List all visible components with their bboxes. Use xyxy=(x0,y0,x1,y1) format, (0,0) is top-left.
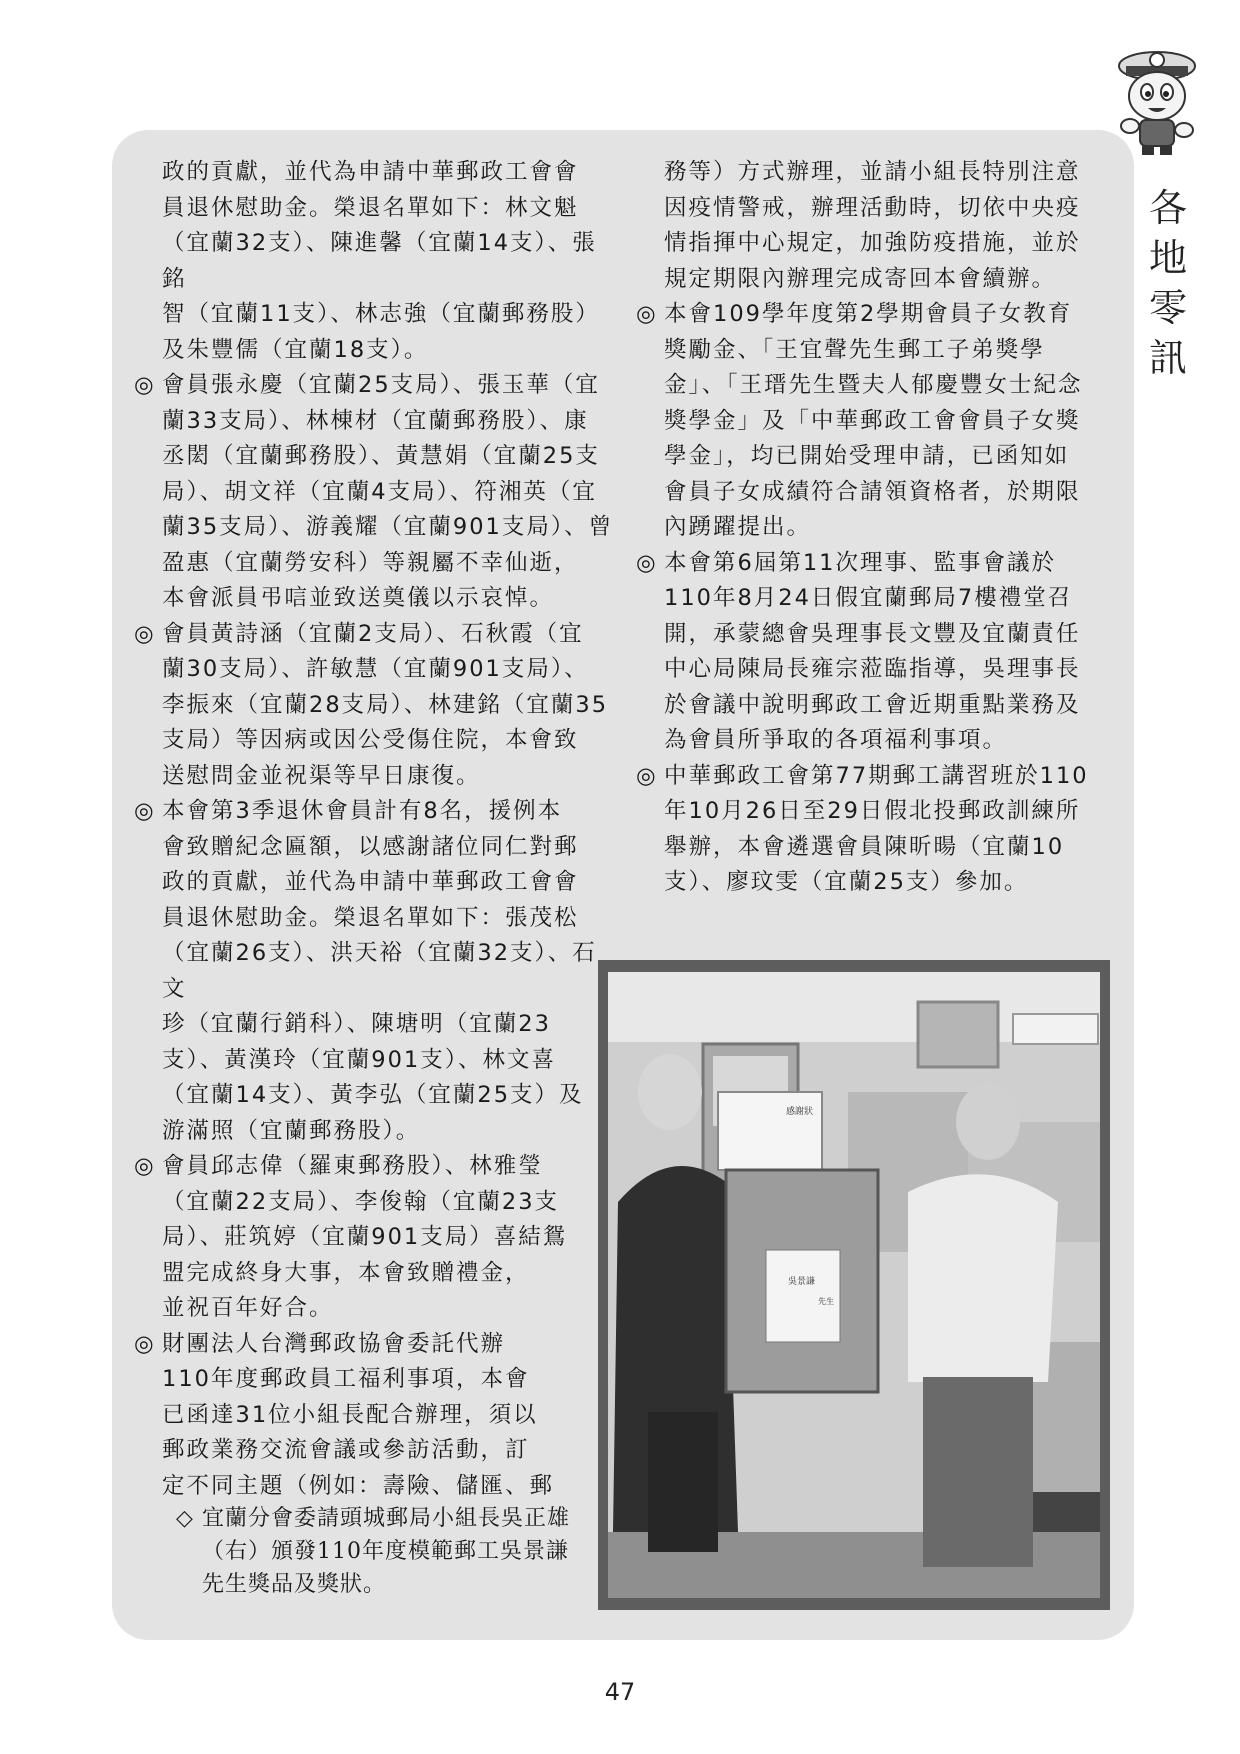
text-line: 智（宜蘭11支）、林志強（宜蘭郵務股） xyxy=(162,301,600,327)
bullet-icon: ◎ xyxy=(636,301,658,327)
text-line: 局）、胡文祥（宜蘭4支局）、符湘英（宜 xyxy=(162,478,597,505)
certificate-name: 吳景謙 xyxy=(788,1277,816,1287)
text-line: （宜蘭14支）、黃李弘（宜蘭25支）及 xyxy=(162,1082,584,1108)
section-title xyxy=(1138,183,1198,383)
text-line: 規定期限內辦理完成寄回本會續辦。 xyxy=(664,265,1057,292)
text-line: 及朱豐儒（宜蘭18支）。 xyxy=(162,336,429,363)
left-column xyxy=(134,155,614,1504)
section-title-char: 地 xyxy=(1148,236,1187,280)
section-title-char: 訊 xyxy=(1148,336,1187,380)
text-line: 舉辦，本會遴選會員陳昕暘（宜蘭10 xyxy=(664,833,1065,860)
text-line: 獎學金」及「中華郵政工會會員子女獎 xyxy=(664,407,1081,434)
news-item xyxy=(636,546,1114,759)
text-line: 情指揮中心規定，加強防疫措施，並於 xyxy=(664,230,1081,256)
text-line: 金」、「王瑨先生暨夫人郁慶豐女士紀念 xyxy=(664,372,1083,398)
text-line: 於會議中說明郵政工會近期重點業務及 xyxy=(664,691,1081,718)
text-line: 本會派員弔唁並致送奠儀以示哀悼。 xyxy=(162,585,555,611)
bullet-icon: ◎ xyxy=(636,762,658,789)
text-line: 員退休慰助金。榮退名單如下：林文魁 xyxy=(162,194,579,221)
text-line: 110年8月24日假宜蘭郵局7樓禮堂召 xyxy=(664,585,1073,611)
text-line: 盟完成終身大事，本會致贈禮金， xyxy=(162,1259,530,1286)
news-item xyxy=(636,297,1114,546)
news-item xyxy=(134,617,614,795)
bullet-icon: ◎ xyxy=(134,798,156,824)
bullet-icon: ◎ xyxy=(134,372,156,398)
text-line: 郵政業務交流會議或參訪活動，訂 xyxy=(162,1437,530,1463)
text-line: 盈惠（宜蘭勞安科）等親屬不幸仙逝， xyxy=(162,549,579,576)
mascot-logo xyxy=(1112,44,1202,159)
text-line: 中華郵政工會第77期郵工講習班於110 xyxy=(664,762,1089,789)
text-line: 中心局陳局長雍宗蒞臨指導，吳理事長 xyxy=(664,656,1081,682)
caption-line: （右）頒發110年度模範郵工吳景謙 xyxy=(202,1539,569,1564)
text-line: 會致贈紀念匾額，以感謝諸位同仁對郵 xyxy=(162,833,579,860)
news-continuation xyxy=(636,155,1114,297)
text-line: 蘭30支局）、許敏慧（宜蘭901支局）、 xyxy=(162,656,589,682)
text-line: 蘭33支局）、林棟材（宜蘭郵務股）、康 xyxy=(162,407,589,434)
bullet-icon: ◎ xyxy=(134,1153,156,1179)
text-line: 本會第3季退休會員計有8名，援例本 xyxy=(162,798,563,824)
text-line: 獎勵金、「王宜聲先生郵工子弟獎學 xyxy=(664,336,1045,363)
caption-diamond-icon: ◇ xyxy=(176,1506,194,1531)
certificate-honorific: 先生 xyxy=(818,1297,834,1306)
text-line: 政的貢獻，並代為申請中華郵政工會會 xyxy=(162,159,579,185)
award-photo-illustration xyxy=(608,972,1100,1598)
certificate-title: 感謝狀 xyxy=(786,1107,814,1117)
section-title-char: 零 xyxy=(1148,286,1187,330)
caption-line: 先生獎品及獎狀。 xyxy=(202,1572,387,1597)
news-item xyxy=(134,1149,614,1327)
bullet-icon: ◎ xyxy=(134,1330,156,1357)
text-line: 務等）方式辦理，並請小組長特別注意 xyxy=(664,159,1081,185)
text-line: 會員張永慶（宜蘭25支局）、張玉華（宜 xyxy=(162,372,600,398)
award-photo xyxy=(608,972,1100,1598)
text-line: 開，承蒙總會吳理事長文豐及宜蘭責任 xyxy=(664,620,1081,647)
section-title-char: 各 xyxy=(1148,186,1187,230)
news-item xyxy=(134,368,614,617)
text-line: 支局）等因病或因公受傷住院，本會致 xyxy=(162,727,579,753)
text-line: 財團法人台灣郵政協會委託代辦 xyxy=(162,1330,506,1357)
caption-line: 宜蘭分會委請頭城郵局小組長吳正雄 xyxy=(202,1506,571,1531)
text-line: 政的貢獻，並代為申請中華郵政工會會 xyxy=(162,869,579,895)
news-item xyxy=(134,794,614,1149)
text-line: 支）、廖玟雯（宜蘭25支）參加。 xyxy=(664,869,1029,895)
text-line: 並祝百年好合。 xyxy=(162,1295,334,1321)
text-line: 丞閎（宜蘭郵務股）、黃慧娟（宜蘭25支 xyxy=(162,443,600,469)
text-line: 送慰問金並祝渠等早日康復。 xyxy=(162,762,481,789)
text-line: 游滿照（宜蘭郵務股）。 xyxy=(162,1117,421,1144)
news-item xyxy=(134,1327,614,1505)
text-line: 員退休慰助金。榮退名單如下：張茂松 xyxy=(162,904,579,931)
right-column xyxy=(636,155,1114,901)
text-line: 定不同主題（例如：壽險、儲匯、郵 xyxy=(162,1472,555,1499)
news-item xyxy=(636,759,1114,901)
text-line: （宜蘭26支）、洪天裕（宜蘭32支）、石文 xyxy=(162,940,597,1002)
text-line: 本會第6屆第11次理事、監事會議於 xyxy=(664,549,1056,576)
bullet-icon: ◎ xyxy=(636,549,658,576)
text-line: 本會109學年度第2學期會員子女教育 xyxy=(664,301,1073,327)
text-line: 李振來（宜蘭28支局）、林建銘（宜蘭35 xyxy=(162,691,609,718)
text-line: 因疫情警戒，辦理活動時，切依中央疫 xyxy=(664,194,1081,221)
text-line: 為會員所爭取的各項福利事項。 xyxy=(664,727,1008,753)
text-line: 110年度郵政員工福利事項，本會 xyxy=(162,1366,530,1392)
text-line: 年10月26日至29日假北投郵政訓練所 xyxy=(664,798,1081,824)
text-line: 局）、莊筑婷（宜蘭901支局）喜結鴛 xyxy=(162,1224,568,1250)
bullet-icon: ◎ xyxy=(134,620,156,647)
news-continuation xyxy=(134,155,614,368)
text-line: 學金」，均已開始受理申請，已函知如 xyxy=(664,443,1070,469)
text-line: 內踴躍提出。 xyxy=(664,514,812,540)
text-line: 會員黃詩涵（宜蘭2支局）、石秋霞（宜 xyxy=(162,620,584,647)
text-line: 會員邱志偉（羅東郵務股）、林雅瑩 xyxy=(162,1153,543,1179)
photo-caption xyxy=(176,1502,596,1601)
text-line: 已函達31位小組長配合辦理，須以 xyxy=(162,1401,538,1428)
text-line: （宜蘭32支）、陳進馨（宜蘭14支）、張銘 xyxy=(162,230,597,292)
text-line: （宜蘭22支局）、李俊翰（宜蘭23支 xyxy=(162,1188,560,1215)
text-line: 支）、黃漢玲（宜蘭901支）、林文喜 xyxy=(162,1046,556,1073)
page-number: 47 xyxy=(604,1678,636,1706)
text-line: 會員子女成績符合請領資格者，於期限 xyxy=(664,478,1081,505)
text-line: 蘭35支局）、游義耀（宜蘭901支局）、曾 xyxy=(162,514,614,540)
text-line: 珍（宜蘭行銷科）、陳塘明（宜蘭23 xyxy=(162,1011,551,1037)
